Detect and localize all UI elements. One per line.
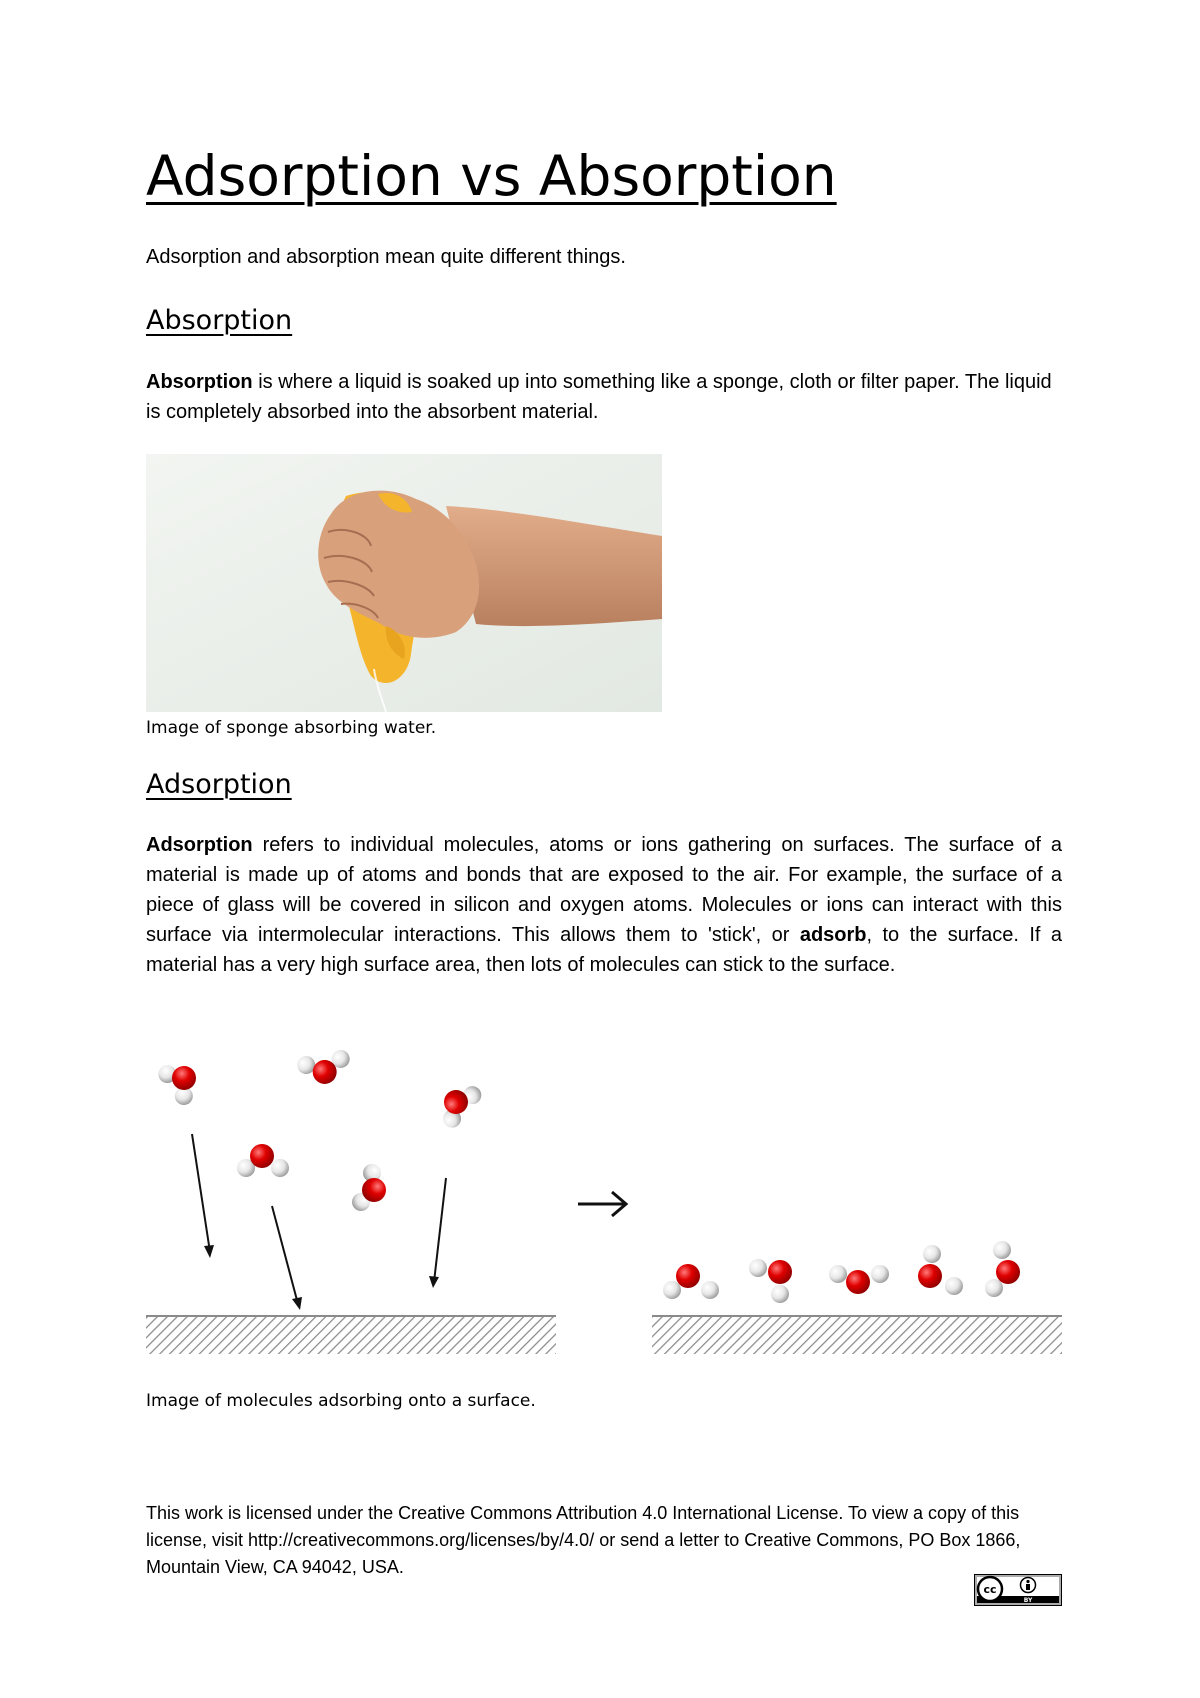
intro-text: Adsorption and absorption mean quite different things. bbox=[146, 246, 626, 268]
adsorb-term: adsorb bbox=[799, 924, 867, 946]
water-molecule bbox=[436, 1078, 484, 1134]
surface-right bbox=[652, 1316, 1062, 1354]
sponge-photo bbox=[146, 454, 662, 712]
cc-by-badge bbox=[974, 1574, 1062, 1606]
transition-arrow bbox=[578, 1192, 626, 1216]
absorption-heading: Absorption bbox=[146, 305, 293, 336]
water-molecule bbox=[749, 1259, 792, 1303]
sponge-caption: Image of sponge absorbing water. bbox=[146, 718, 437, 738]
left-panel bbox=[146, 1050, 556, 1354]
water-molecule bbox=[151, 1058, 203, 1108]
water-molecule bbox=[985, 1241, 1020, 1297]
adsorption-text-1: refers to individual molecules, atoms or ions gathering on surfaces. The surface of a material is made up of atoms and bonds that are exposed to the air. For example, the surface of a piece of glass will be covered in silicon and oxygen atoms. Molecules or ions can interact with this surface via intermolecular interactions. This allows them to 'stick', or bbox=[146, 834, 1062, 946]
cc-icon-label: cc bbox=[983, 1583, 997, 1596]
page-title: Adsorption vs Absorption bbox=[146, 144, 837, 208]
adsorption-heading: Adsorption bbox=[146, 769, 292, 800]
water-molecule bbox=[829, 1265, 889, 1294]
absorption-paragraph bbox=[146, 367, 1062, 427]
surface-left bbox=[146, 1316, 556, 1354]
arrow-down bbox=[192, 1134, 210, 1252]
license-text: This work is licensed under the Creative Commons Attribution 4.0 International License. To view a copy of this license, visit http://creativecommons.org/licenses/by/4.0/ or send a letter to Creative Commons, PO Box 1866, Mountain View, CA 94042, USA. bbox=[146, 1503, 1021, 1577]
arrow-head bbox=[292, 1297, 302, 1310]
water-molecule bbox=[663, 1264, 719, 1299]
arrow-down bbox=[434, 1178, 446, 1282]
molecules-caption: Image of molecules adsorbing onto a surface. bbox=[146, 1391, 536, 1411]
adsorption-text-2: , to the surface. If a material has a very high surface area, then lots of molecules can stick to the surface. bbox=[146, 924, 1062, 976]
by-label: BY bbox=[1023, 1597, 1033, 1604]
water-molecule bbox=[237, 1144, 289, 1177]
absorption-term: Absorption bbox=[146, 371, 253, 393]
water-molecule bbox=[296, 1050, 354, 1088]
absorption-text: is where a liquid is soaked up into something like a sponge, cloth or filter paper. The liquid is completely absorbed into the absorbent material. bbox=[146, 371, 1052, 423]
adsorption-term: Adsorption bbox=[146, 834, 253, 856]
arrow-down bbox=[272, 1206, 298, 1304]
water-molecule bbox=[918, 1245, 963, 1295]
adsorption-diagram bbox=[146, 1050, 1062, 1360]
arrow-head bbox=[204, 1245, 214, 1258]
arrow-head bbox=[429, 1276, 439, 1288]
water-molecule bbox=[352, 1164, 386, 1211]
adsorption-paragraph bbox=[146, 830, 1062, 980]
right-panel bbox=[652, 1241, 1062, 1354]
